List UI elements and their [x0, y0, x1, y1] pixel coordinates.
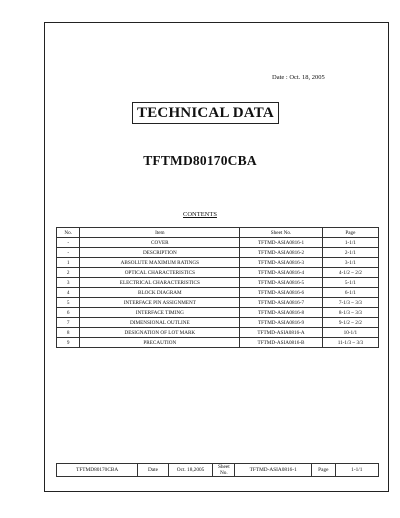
row-sheet-no: TFTMD-ASIA0816-3 — [240, 258, 323, 268]
row-page: 6-1/1 — [322, 288, 378, 298]
row-item: PRECAUTION — [80, 338, 240, 348]
row-sheet-no: TFTMD-ASIA0816-7 — [240, 298, 323, 308]
table-row — [57, 298, 379, 308]
row-item: INTERFACE TIMING — [80, 308, 240, 318]
row-sheet-no: TFTMD-ASIA0816-9 — [240, 318, 323, 328]
row-page: 3-1/1 — [322, 258, 378, 268]
footer-sheet-label — [213, 464, 235, 477]
row-sheet-no: TFTMD-ASIA0816-1 — [240, 238, 323, 248]
row-page: 9-1/2 ~ 2/2 — [322, 318, 378, 328]
row-no: 8 — [57, 328, 80, 338]
table-row — [57, 238, 379, 248]
footer-sheet-value: TFTMD-ASIA0816-1 — [235, 464, 312, 477]
footer-model: TFTMD80170CBA — [57, 464, 138, 477]
header-sheet-no: Sheet No. — [240, 228, 323, 238]
document-title: TECHNICAL DATA — [132, 102, 279, 124]
table-row — [57, 278, 379, 288]
table-row — [57, 248, 379, 258]
row-page: 8-1/3 ~ 3/3 — [322, 308, 378, 318]
header-page: Page — [322, 228, 378, 238]
row-page: 4-1/2 ~ 2/2 — [322, 268, 378, 278]
row-no: 3 — [57, 278, 80, 288]
row-page: 1-1/1 — [322, 238, 378, 248]
row-page: 10-1/1 — [322, 328, 378, 338]
table-row — [57, 258, 379, 268]
row-item: DESCRIPTION — [80, 248, 240, 258]
row-page: 7-1/3 ~ 3/3 — [322, 298, 378, 308]
header-no: No. — [57, 228, 80, 238]
row-page: 5-1/1 — [322, 278, 378, 288]
row-item: OPTICAL CHARACTERISTICS — [80, 268, 240, 278]
table-row — [57, 318, 379, 328]
contents-heading: CONTENTS — [183, 211, 217, 218]
contents-table — [56, 227, 379, 348]
row-item: INTERFACE PIN ASSIGNMENT — [80, 298, 240, 308]
row-item: ABSOLUTE MAXIMUM RATINGS — [80, 258, 240, 268]
footer-page-label: Page — [312, 464, 335, 477]
row-sheet-no: TFTMD-ASIA0816-5 — [240, 278, 323, 288]
row-page: 2-1/1 — [322, 248, 378, 258]
footer-title-block — [56, 463, 379, 477]
model-number: TFTMD80170CBA — [143, 153, 257, 168]
row-item: COVER — [80, 238, 240, 248]
row-sheet-no: TFTMD-ASIA0816-6 — [240, 288, 323, 298]
row-no: 7 — [57, 318, 80, 328]
row-item: DIMENSIONAL OUTLINE — [80, 318, 240, 328]
table-row — [57, 288, 379, 298]
table-row — [57, 268, 379, 278]
row-sheet-no: TFTMD-ASIA0816-B — [240, 338, 323, 348]
document-date: Date : Oct. 18, 2005 — [272, 74, 325, 81]
contents-header-row — [57, 228, 379, 238]
row-item: BLOCK DIAGRAM — [80, 288, 240, 298]
row-no: 9 — [57, 338, 80, 348]
row-no: 6 — [57, 308, 80, 318]
row-no: 2 — [57, 268, 80, 278]
row-no: - — [57, 248, 80, 258]
row-page: 11-1/3 ~ 3/3 — [322, 338, 378, 348]
footer-date-value: Oct. 18,2005 — [168, 464, 213, 477]
row-no: - — [57, 238, 80, 248]
row-sheet-no: TFTMD-ASIA0816-A — [240, 328, 323, 338]
row-no: 4 — [57, 288, 80, 298]
table-row — [57, 328, 379, 338]
row-item: ELECTRICAL CHARACTERISTICS — [80, 278, 240, 288]
footer-sheet-label-line1: Sheet — [217, 464, 230, 470]
footer-date-label: Date — [138, 464, 168, 477]
table-row — [57, 338, 379, 348]
header-item: Item — [80, 228, 240, 238]
row-item: DESIGNATION OF LOT MARK — [80, 328, 240, 338]
row-sheet-no: TFTMD-ASIA0816-4 — [240, 268, 323, 278]
footer-sheet-label-line2: No. — [219, 470, 228, 476]
row-sheet-no: TFTMD-ASIA0816-8 — [240, 308, 323, 318]
footer-page-value: 1-1/1 — [335, 464, 378, 477]
row-no: 1 — [57, 258, 80, 268]
table-row — [57, 308, 379, 318]
row-no: 5 — [57, 298, 80, 308]
row-sheet-no: TFTMD-ASIA0816-2 — [240, 248, 323, 258]
